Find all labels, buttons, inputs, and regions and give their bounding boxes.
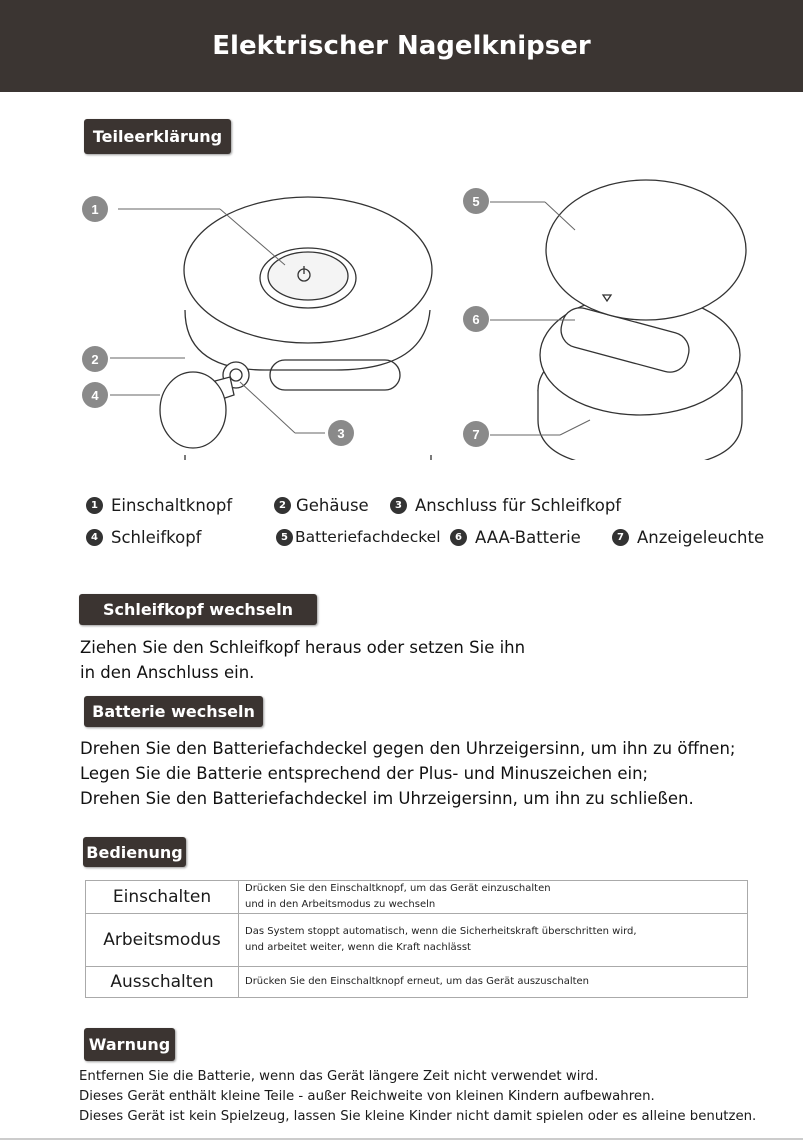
operation-table [85, 880, 748, 998]
change-battery-text: Drehen Sie den Batteriefachdeckel gegen den Uhrzeigersinn, um ihn zu öffnen; Legen Sie die Batterie entsprechend der Plus- und Minuszeichen ein; Drehen Sie den Batteriefachdeckel im Uhrzeigersinn, um ihn zu schließen. [80, 739, 736, 808]
header [0, 0, 803, 92]
callout-3: 3 [328, 420, 354, 446]
callout-4: 4 [82, 382, 108, 408]
product-diagram [0, 170, 803, 460]
callout-7: 7 [463, 421, 489, 447]
section-change-battery-label: Batterie wechseln [84, 696, 263, 727]
section-operation-label: Bedienung [83, 837, 186, 867]
callout-5: 5 [463, 188, 489, 214]
page-title: Elektrischer Nagelknipser [212, 31, 591, 61]
table-row: Einschalten Drücken Sie den Einschaltknopf, um das Gerät einzuschalten und in den Arbeitsmodus zu wechseln [86, 881, 748, 914]
callout-2: 2 [82, 346, 108, 372]
table-row: Ausschalten Drücken Sie den Einschaltknopf erneut, um das Gerät auszuschalten [86, 967, 748, 998]
legend-item: 2 Gehäuse [274, 496, 369, 515]
table-row: Arbeitsmodus Das System stoppt automatisch, wenn die Sicherheitskraft überschritten wird, und arbeitet weiter, wenn die Kraft nachlässt [86, 914, 748, 967]
legend-item: 1 Einschaltknopf [86, 496, 232, 515]
legend-item: 3 Anschluss für Schleifkopf [390, 496, 621, 515]
section-parts-label: Teileerklärung [84, 119, 231, 154]
legend-item: 5 Batteriefachdeckel [276, 528, 441, 546]
legend-item: 4 Schleifkopf [86, 528, 201, 547]
callout-6: 6 [463, 306, 489, 332]
callout-1: 1 [82, 196, 108, 222]
legend-item: 7 Anzeigeleuchte [612, 528, 764, 547]
bottom-divider [0, 1138, 803, 1140]
device-illustration [160, 197, 432, 460]
legend-item: 6 AAA-Batterie [450, 528, 581, 547]
section-change-head-label: Schleifkopf wechseln [79, 594, 317, 625]
warning-text: Entfernen Sie die Batterie, wenn das Gerät längere Zeit nicht verwendet wird. Dieses Gerät enthält kleine Teile - außer Reichweite von kleinen Kindern aufbewahren. Dieses Gerät ist kein Spielzeug, lassen Sie kleine Kinder nicht damit spielen oder es alleine benutzen. [79, 1069, 757, 1124]
section-warning-label: Warnung [84, 1028, 175, 1061]
change-head-text: Ziehen Sie den Schleifkopf heraus oder setzen Sie ihn in den Anschluss ein. [80, 638, 526, 682]
